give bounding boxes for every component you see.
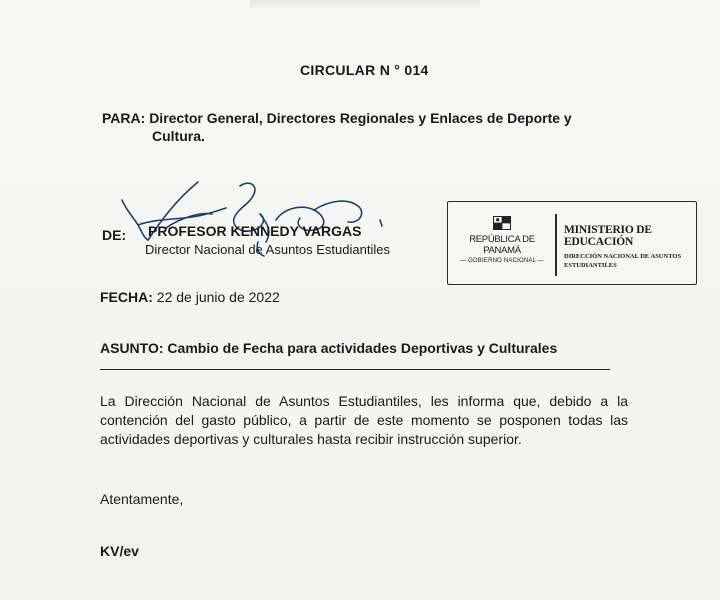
date-value: 22 de junio de 2022 xyxy=(156,289,280,305)
body-paragraph xyxy=(100,392,628,449)
stamp-left-block xyxy=(452,216,552,264)
date-line xyxy=(100,289,280,305)
scan-artifact xyxy=(250,0,480,10)
body-line: La Dirección Nacional de Asuntos Estudiantiles, les informa que, debido a la xyxy=(100,393,628,409)
de-label: DE: xyxy=(102,227,127,243)
body-line: contención del gasto público, a partir de este momento se posponen todas las xyxy=(100,412,628,428)
official-stamp xyxy=(447,201,697,285)
stamp-ministry: MINISTERIO DE EDUCACIÓN xyxy=(564,224,652,248)
subject-line xyxy=(100,340,557,356)
stamp-republic: REPÚBLICA DE PANAMÁ xyxy=(469,234,535,256)
para-line xyxy=(102,110,572,126)
para-recipients-continued: Cultura. xyxy=(152,128,205,144)
sender-title: Director Nacional de Asuntos Estudiantiles xyxy=(145,242,390,257)
circular-number: CIRCULAR N ° 014 xyxy=(300,62,429,78)
closing: Atentamente, xyxy=(100,491,184,507)
initials: KV/ev xyxy=(100,543,139,559)
subject-underline xyxy=(100,369,610,370)
stamp-right-block xyxy=(564,224,696,270)
stamp-direction-line2: ESTUDIANTILES xyxy=(564,262,617,269)
subject-label: ASUNTO: xyxy=(100,340,164,356)
para-label: PARA: xyxy=(102,110,146,126)
para-recipients: Director General, Directores Regionales y Enlaces de Deporte y xyxy=(149,110,572,126)
stamp-government: — GOBIERNO NACIONAL — xyxy=(460,258,544,264)
stamp-direction xyxy=(564,252,696,270)
sender-name: PROFESOR KENNEDY VARGAS xyxy=(148,223,362,239)
stamp-divider xyxy=(555,214,557,276)
panama-flag-icon xyxy=(493,216,511,230)
subject-value: Cambio de Fecha para actividades Deportivas y Culturales xyxy=(167,340,558,356)
body-line: actividades deportivas y culturales hasta recibir instrucción superior. xyxy=(100,431,522,447)
date-label: FECHA: xyxy=(100,289,153,305)
stamp-direction-line1: DIRECCIÓN NACIONAL DE ASUNTOS xyxy=(564,253,682,260)
